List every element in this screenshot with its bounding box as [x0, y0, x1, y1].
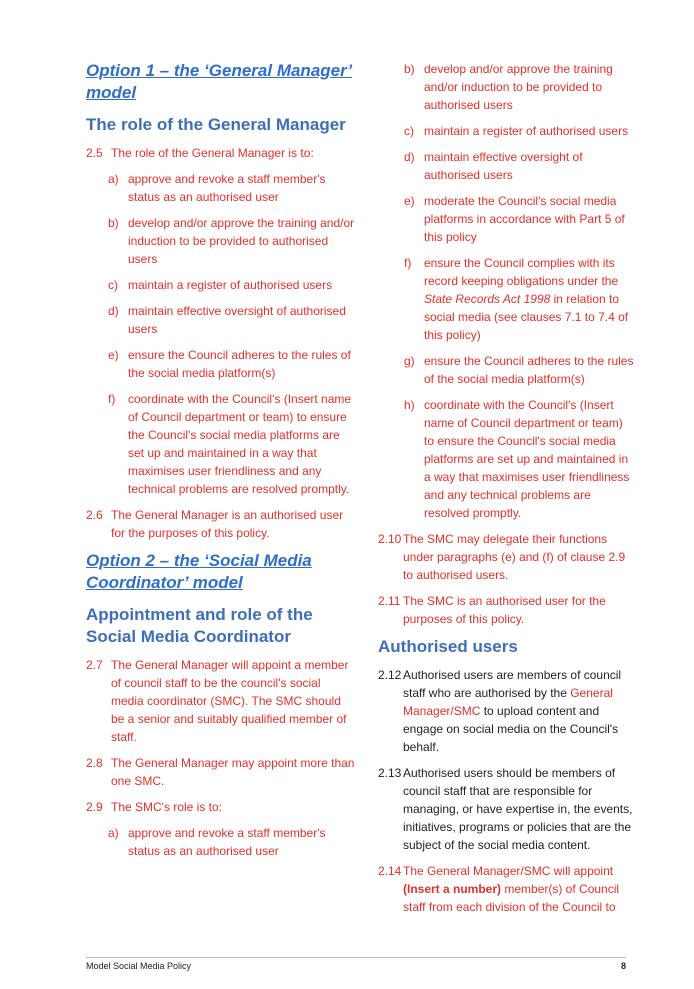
clause-text: [403, 862, 636, 916]
clause-text-part: Authorised users are members of council staff who are authorised by the: [403, 668, 622, 700]
item-label: h): [404, 398, 415, 412]
item-label: g): [404, 354, 415, 368]
list-item: [404, 352, 636, 388]
clause-text-part: The General Manager/SMC will appoint: [403, 864, 614, 878]
item-label: e): [404, 194, 415, 208]
item-text: coordinate with the Council's (Insert name of Council department or team) to ensure the Council's social media platforms are set up and maintained in a way that maximises user friendliness and any technical problems are resolved promptly.: [128, 392, 352, 496]
clause-2-13: [378, 764, 636, 854]
clause-number: 2.14: [378, 864, 402, 878]
clause-number: 2.13: [378, 766, 402, 780]
item-label: b): [404, 62, 415, 76]
list-item: [108, 390, 356, 498]
list-item: [108, 346, 356, 382]
clause-text: [403, 666, 636, 756]
clause-text-part: to upload content and engage on social media on the Council's behalf.: [403, 704, 619, 754]
clause-number: 2.8: [86, 756, 103, 770]
item-label: a): [108, 826, 119, 840]
clause-text: The General Manager will appoint a member of council staff to be the council's social media coordinator (SMC). The SMC should be a senior and suitably qualified member of staff.: [111, 658, 349, 744]
clause-text: The SMC may delegate their functions under paragraphs (e) and (f) of clause 2.9 to authorised users.: [403, 532, 626, 582]
list-item: [404, 192, 636, 246]
clause-2-6: [86, 506, 356, 542]
list-item: [404, 396, 636, 522]
item-label: a): [108, 172, 119, 186]
list-item: [108, 214, 356, 268]
clause-number: 2.10: [378, 532, 402, 546]
item-text: maintain effective oversight of authorised users: [424, 150, 583, 182]
list-item: [404, 148, 636, 184]
item-text: coordinate with the Council's (Insert name of Council department or team) to ensure the Council's social media platforms are set up and maintained in a way that maximises user friendliness and any technical problems are resolved promptly.: [424, 398, 630, 520]
clause-2-5: [86, 144, 356, 162]
clause-text: The SMC's role is to:: [111, 800, 222, 814]
item-text: develop and/or approve the training and/or induction to be provided to authorised users: [424, 62, 613, 112]
footer-rule: [86, 957, 626, 958]
item-text: approve and revoke a staff member's status as an authorised user: [128, 826, 326, 858]
left-column: [86, 60, 356, 868]
item-label: b): [108, 216, 119, 230]
item-text: maintain a register of authorised users: [128, 278, 333, 292]
clause-2-8: [86, 754, 356, 790]
clause-text: The SMC is an authorised user for the purposes of this policy.: [403, 594, 606, 626]
item-text-part: ensure the Council complies with its record keeping obligations under the: [424, 256, 619, 288]
clause-2-12: [378, 666, 636, 756]
page-number: 8: [620, 961, 626, 971]
item-text: approve and revoke a staff member's status as an authorised user: [128, 172, 326, 204]
item-label: c): [108, 278, 118, 292]
item-label: d): [404, 150, 415, 164]
highlighted-role: General Manager/SMC: [403, 686, 613, 718]
item-label: d): [108, 304, 119, 318]
clause-2-9: [86, 798, 356, 816]
list-item: [108, 170, 356, 206]
option-1-heading: Option 1 – the ‘General Manager’ model: [86, 61, 353, 102]
clause-text: The General Manager is an authorised user for the purposes of this policy.: [111, 508, 344, 540]
item-label: e): [108, 348, 119, 362]
clause-number: 2.6: [86, 508, 103, 522]
clause-text: The role of the General Manager is to:: [111, 146, 314, 160]
smc-role-heading: Appointment and role of the Social Media Coordinator: [86, 605, 313, 646]
clause-text: The General Manager may appoint more than one SMC.: [111, 756, 355, 788]
footer-title: Model Social Media Policy: [86, 961, 192, 971]
act-name: State Records Act 1998: [424, 292, 551, 306]
list-item: [404, 254, 636, 344]
item-text: [424, 254, 636, 344]
item-text-part: in relation to social media (see clauses 7.1 to 7.4 of this policy): [424, 292, 629, 342]
clause-text-part: member(s) of Council staff from each division of the Council to: [403, 882, 620, 914]
item-text: maintain a register of authorised users: [424, 124, 629, 138]
clause-number: 2.12: [378, 668, 402, 682]
option-2-heading: Option 2 – the ‘Social Media Coordinator’ model: [86, 551, 312, 592]
item-text: ensure the Council adheres to the rules of the social media platform(s): [424, 354, 634, 386]
clause-text: Authorised users should be members of council staff that are responsible for managing, or have expertise in, the events, initiatives, programs or policies that are the subject of the social media content.: [403, 766, 633, 852]
clause-number: 2.7: [86, 658, 103, 672]
item-text: ensure the Council adheres to the rules of the social media platform(s): [128, 348, 351, 380]
item-label: f): [108, 392, 116, 406]
role-of-general-manager-heading: The role of the General Manager: [86, 115, 346, 134]
item-label: f): [404, 256, 412, 270]
clause-number: 2.9: [86, 800, 103, 814]
clause-2-7: [86, 656, 356, 746]
list-item: [404, 60, 636, 114]
list-item: [108, 824, 356, 860]
item-text: develop and/or approve the training and/or induction to be provided to authorised users: [128, 216, 355, 266]
clause-number: 2.5: [86, 146, 103, 160]
list-item: [108, 302, 356, 338]
list-item: [404, 122, 636, 140]
clause-2-14: [378, 862, 636, 916]
authorised-users-heading: Authorised users: [378, 637, 518, 656]
item-label: c): [404, 124, 414, 138]
clause-2-11: [378, 592, 636, 628]
clause-2-10: [378, 530, 636, 584]
clause-number: 2.11: [378, 594, 401, 608]
item-text: moderate the Council's social media platforms in accordance with Part 5 of this policy: [424, 194, 625, 244]
placeholder-number: (Insert a number): [403, 882, 502, 896]
list-item: [108, 276, 356, 294]
item-text: maintain effective oversight of authorised users: [128, 304, 346, 336]
right-column: [378, 60, 636, 924]
